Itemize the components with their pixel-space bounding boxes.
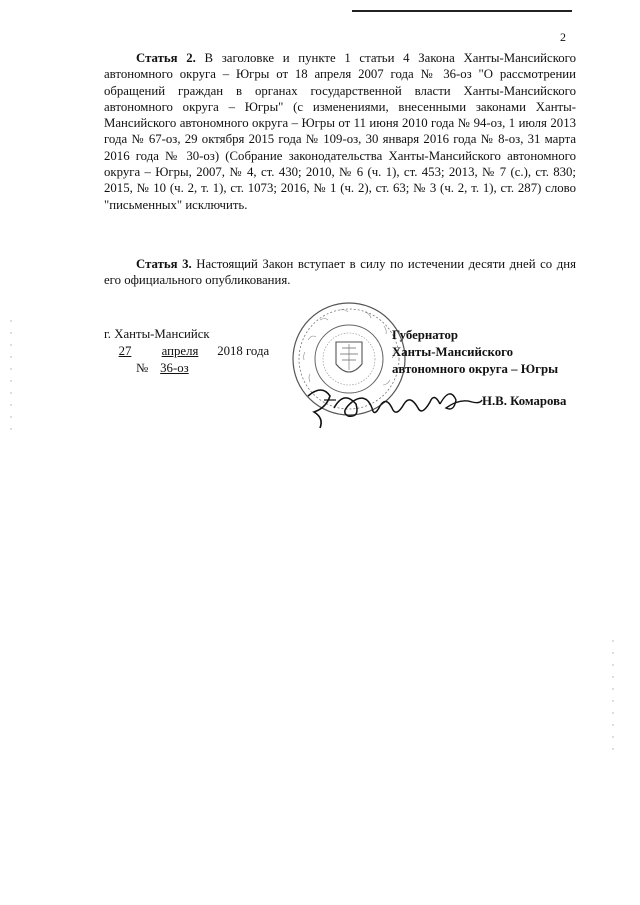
- article-2-text: В заголовке и пункте 1 статьи 4 Закона Ханты-Мансийского автономного округа – Югры от 18 апреля 2007 года № 36-оз "О рассмотрении обращений граждан в органах государственной власти Ханты-Мансийского автономного округа – Югры" (с изменениями, внесенными законами Ханты-Мансийского автономного округа – Югры от 11 июня 2010 года № 94-оз, 1 июля 2013 года № 67-оз, 29 октября 2015 года № 109-оз, 30 января 2016 года № 8-оз, 31 марта 2016 года № 30-оз) (Собрание законодательства Ханты-Мансийского автономного округа – Югры, 2007, № 4, ст. 430; 2010, № 6 (ч. 1), ст. 453; 2013, № 7 (с.), ст. 830; 2015, № 10 (ч. 2, т. 1), ст. 1073; 2016, № 1 (ч. 2), ст. 63; № 3 (ч. 2, т. 1), ст. 287) слово "письменных" исключить.: [104, 51, 576, 212]
- signatory-name: Н.В. Комарова: [482, 394, 567, 408]
- article-3-label: Статья 3.: [136, 257, 192, 271]
- date-day: 27: [118, 344, 132, 358]
- left-margin-scan-marks: [10, 0, 12, 905]
- article-2-label: Статья 2.: [136, 51, 196, 65]
- article-2-paragraph: [104, 50, 576, 213]
- signatory-title: [392, 327, 558, 378]
- right-margin-scan-marks: [612, 0, 614, 905]
- signatory-title-line-2: Ханты-Мансийского: [392, 345, 514, 359]
- place-of-signing: г. Ханты-Мансийск: [104, 327, 210, 341]
- handwritten-signature-icon: [300, 378, 484, 432]
- article-3-text: Настоящий Закон вступает в силу по истечении десяти дней со дня его официального опубликования.: [104, 257, 576, 288]
- signatory-title-line-1: Губернатор: [392, 328, 458, 342]
- date-month: апреля: [161, 344, 199, 358]
- date-line: [104, 344, 269, 359]
- law-number-value: 36-оз: [160, 361, 189, 375]
- header-rule: [352, 10, 572, 12]
- signatory-title-line-3: автономного округа – Югры: [392, 362, 559, 376]
- law-number-line: [136, 361, 197, 376]
- article-3-paragraph: [104, 256, 576, 289]
- law-number-prefix: №: [136, 361, 149, 375]
- date-year: 2018 года: [217, 344, 270, 358]
- page-number: 2: [560, 30, 566, 44]
